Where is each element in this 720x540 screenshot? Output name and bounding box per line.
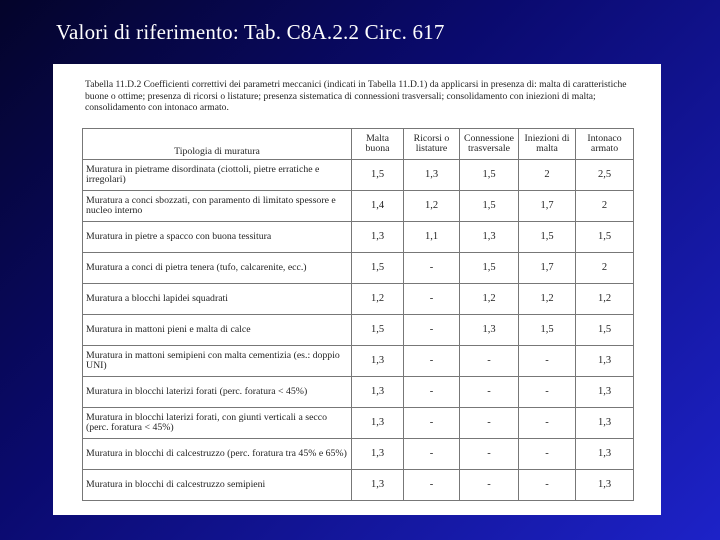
table-row: [83, 439, 634, 470]
table-row: [83, 346, 634, 377]
cell-good-mortar: 1,5: [352, 253, 404, 284]
cell-masonry-type: Muratura in blocchi laterizi forati (perc. foratura < 45%): [83, 377, 352, 408]
cell-courses-lacing: -: [404, 439, 460, 470]
cell-good-mortar: 1,3: [352, 377, 404, 408]
cell-courses-lacing: -: [404, 377, 460, 408]
cell-masonry-type: Muratura in blocchi di calcestruzzo (perc. foratura tra 45% e 65%): [83, 439, 352, 470]
cell-transverse-connection: -: [460, 377, 519, 408]
cell-transverse-connection: 1,5: [460, 253, 519, 284]
cell-masonry-type: Muratura a blocchi lapidei squadrati: [83, 284, 352, 315]
table-row: [83, 253, 634, 284]
cell-reinforced-plaster: 1,3: [576, 470, 634, 501]
table-caption: Tabella 11.D.2 Coefficienti correttivi dei parametri meccanici (indicati in Tabella 11.D.1) da applicarsi in presenza di: malta di caratteristiche buone o ottime; presenza di ricorsi o listature; presenza sistematica di connessioni trasversali; consolidamento con iniezioni di malta; consolidamento con intonaco armato.: [85, 79, 627, 113]
header-good-mortar: Malta buona: [352, 129, 404, 160]
cell-courses-lacing: 1,3: [404, 160, 460, 191]
table-row: [83, 222, 634, 253]
cell-transverse-connection: -: [460, 346, 519, 377]
cell-mortar-injection: -: [519, 470, 576, 501]
cell-good-mortar: 1,5: [352, 315, 404, 346]
cell-masonry-type: Muratura a conci sbozzati, con paramento di limitato spessore e nucleo interno: [83, 191, 352, 222]
cell-mortar-injection: -: [519, 377, 576, 408]
cell-good-mortar: 1,3: [352, 346, 404, 377]
cell-masonry-type: Muratura in blocchi laterizi forati, con giunti verticali a secco (perc. foratura < 45%): [83, 408, 352, 439]
cell-masonry-type: Muratura a conci di pietra tenera (tufo, calcarenite, ecc.): [83, 253, 352, 284]
cell-reinforced-plaster: 1,2: [576, 284, 634, 315]
cell-good-mortar: 1,3: [352, 439, 404, 470]
table-row: [83, 408, 634, 439]
cell-courses-lacing: -: [404, 253, 460, 284]
cell-courses-lacing: -: [404, 346, 460, 377]
cell-mortar-injection: 1,2: [519, 284, 576, 315]
cell-reinforced-plaster: 2: [576, 191, 634, 222]
table-body: [83, 160, 634, 501]
table-row: [83, 284, 634, 315]
cell-transverse-connection: -: [460, 470, 519, 501]
scanned-table-image: [53, 64, 661, 515]
table-header-row: [83, 129, 634, 160]
header-reinforced-plaster: Intonaco armato: [576, 129, 634, 160]
header-mortar-injection: Iniezioni di malta: [519, 129, 576, 160]
cell-masonry-type: Muratura in pietre a spacco con buona tessitura: [83, 222, 352, 253]
cell-mortar-injection: 1,5: [519, 222, 576, 253]
cell-courses-lacing: -: [404, 470, 460, 501]
table-row: [83, 470, 634, 501]
cell-reinforced-plaster: 1,5: [576, 222, 634, 253]
cell-mortar-injection: -: [519, 408, 576, 439]
cell-transverse-connection: 1,2: [460, 284, 519, 315]
cell-good-mortar: 1,2: [352, 284, 404, 315]
cell-good-mortar: 1,3: [352, 222, 404, 253]
table-row: [83, 315, 634, 346]
cell-masonry-type: Muratura in pietrame disordinata (ciottoli, pietre erratiche e irregolari): [83, 160, 352, 191]
cell-courses-lacing: -: [404, 284, 460, 315]
table-row: [83, 160, 634, 191]
cell-transverse-connection: -: [460, 408, 519, 439]
header-masonry-type: Tipologia di muratura: [83, 129, 352, 160]
cell-good-mortar: 1,5: [352, 160, 404, 191]
cell-courses-lacing: -: [404, 315, 460, 346]
cell-masonry-type: Muratura in blocchi di calcestruzzo semipieni: [83, 470, 352, 501]
cell-courses-lacing: -: [404, 408, 460, 439]
cell-good-mortar: 1,3: [352, 408, 404, 439]
cell-mortar-injection: -: [519, 346, 576, 377]
cell-masonry-type: Muratura in mattoni semipieni con malta cementizia (es.: doppio UNI): [83, 346, 352, 377]
cell-masonry-type: Muratura in mattoni pieni e malta di calce: [83, 315, 352, 346]
header-transverse-connection: Connessione trasversale: [460, 129, 519, 160]
reference-coefficients-table: [82, 128, 634, 501]
cell-good-mortar: 1,3: [352, 470, 404, 501]
cell-courses-lacing: 1,1: [404, 222, 460, 253]
cell-transverse-connection: 1,5: [460, 191, 519, 222]
cell-reinforced-plaster: 2: [576, 253, 634, 284]
cell-mortar-injection: 1,7: [519, 253, 576, 284]
cell-mortar-injection: 1,5: [519, 315, 576, 346]
table-row: [83, 191, 634, 222]
cell-reinforced-plaster: 1,3: [576, 377, 634, 408]
cell-transverse-connection: 1,3: [460, 222, 519, 253]
table-row: [83, 377, 634, 408]
cell-transverse-connection: 1,3: [460, 315, 519, 346]
slide-title: Valori di riferimento: Tab. C8A.2.2 Circ. 617: [56, 20, 445, 44]
cell-mortar-injection: 2: [519, 160, 576, 191]
cell-mortar-injection: 1,7: [519, 191, 576, 222]
cell-reinforced-plaster: 1,3: [576, 346, 634, 377]
cell-reinforced-plaster: 1,3: [576, 439, 634, 470]
cell-transverse-connection: 1,5: [460, 160, 519, 191]
cell-mortar-injection: -: [519, 439, 576, 470]
cell-courses-lacing: 1,2: [404, 191, 460, 222]
cell-reinforced-plaster: 2,5: [576, 160, 634, 191]
header-courses-lacing: Ricorsi o listature: [404, 129, 460, 160]
cell-reinforced-plaster: 1,3: [576, 408, 634, 439]
cell-good-mortar: 1,4: [352, 191, 404, 222]
cell-reinforced-plaster: 1,5: [576, 315, 634, 346]
cell-transverse-connection: -: [460, 439, 519, 470]
